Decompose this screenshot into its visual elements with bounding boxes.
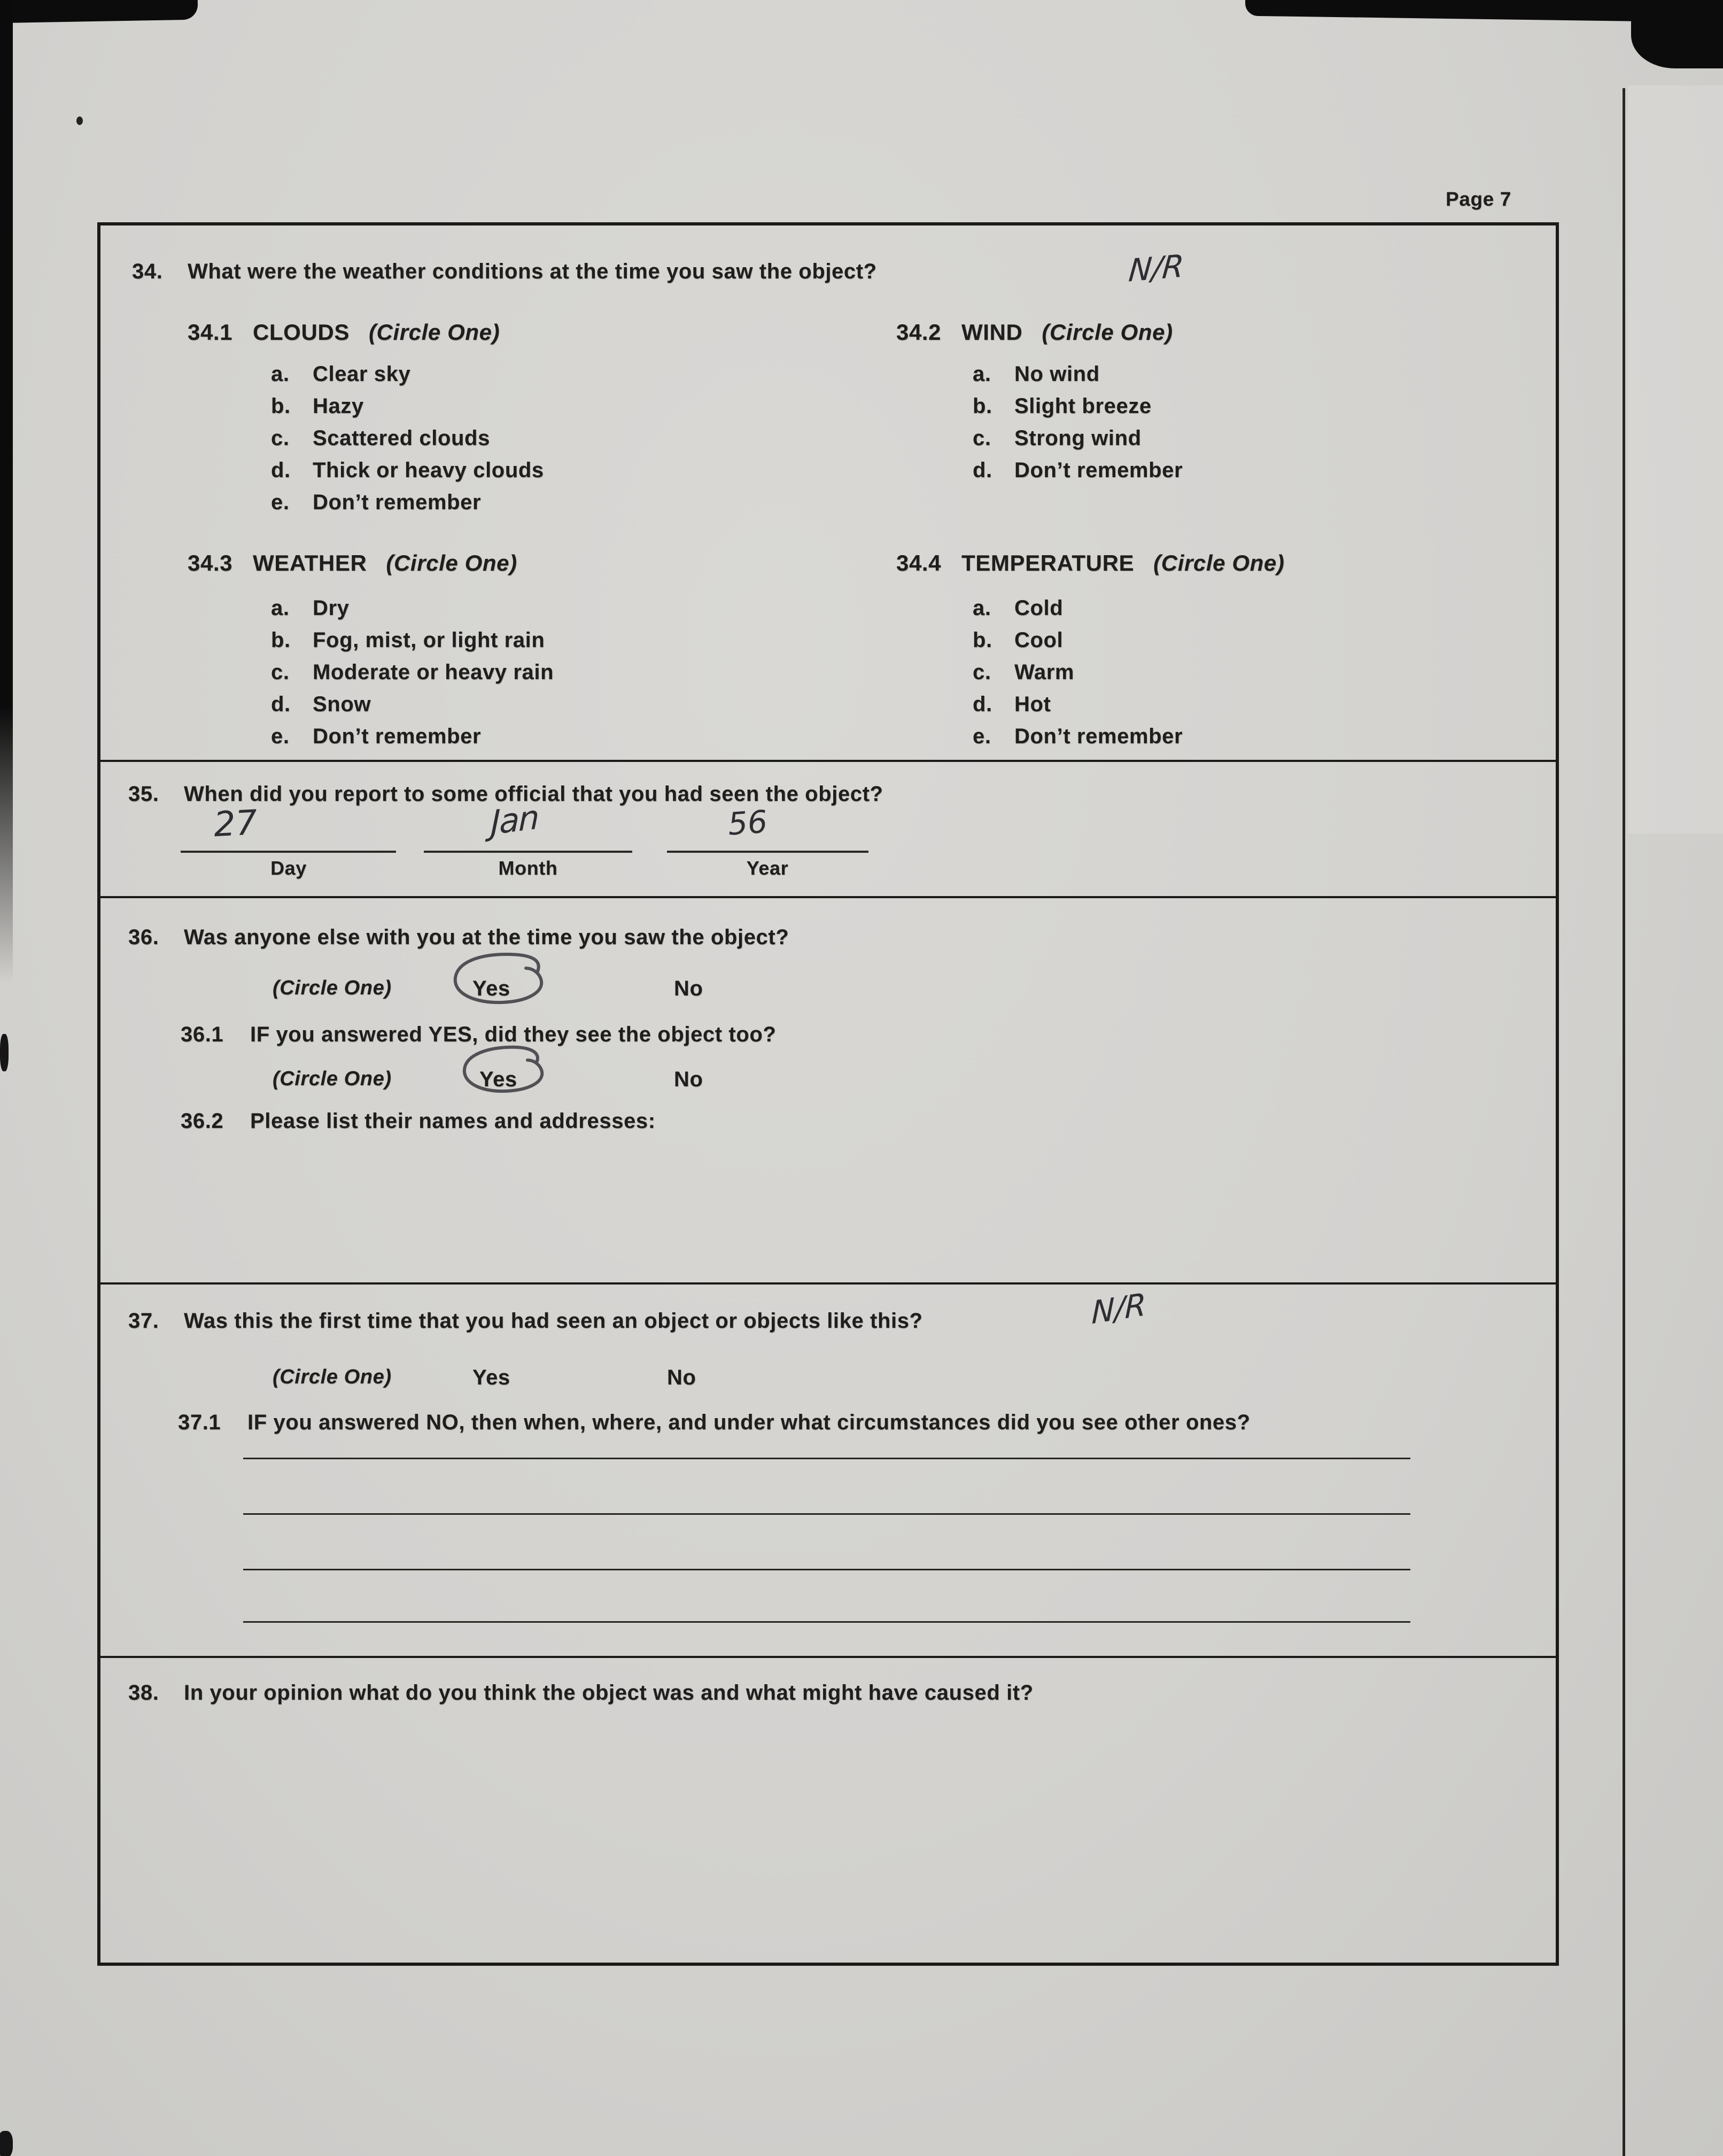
question-37-no: No bbox=[667, 1366, 696, 1389]
option-text: Don’t remember bbox=[1014, 458, 1183, 482]
option-wind-c bbox=[973, 426, 1142, 450]
scan-artifact-vertical-line bbox=[1623, 88, 1625, 2156]
option-text: Strong wind bbox=[1014, 426, 1142, 450]
section-divider bbox=[97, 1282, 1559, 1285]
handwritten-annotation-nr-34: N/R bbox=[1127, 247, 1186, 289]
option-temp-a bbox=[973, 596, 1063, 620]
answer-blank-line bbox=[243, 1513, 1410, 1515]
option-text: Cold bbox=[1014, 596, 1064, 620]
section-34-3-number: 34.3 bbox=[188, 550, 233, 575]
question-36-2-text: Please list their names and addresses: bbox=[250, 1109, 656, 1133]
section-34-3-title: WEATHER bbox=[253, 550, 367, 575]
option-letter: e. bbox=[271, 491, 290, 514]
option-temp-e bbox=[973, 725, 1183, 749]
option-text: Clear sky bbox=[313, 362, 411, 386]
section-34-4-number: 34.4 bbox=[896, 550, 942, 575]
option-letter: b. bbox=[973, 394, 992, 418]
option-temp-d bbox=[973, 692, 1051, 717]
option-clouds-d bbox=[271, 458, 544, 482]
question-36-2 bbox=[181, 1109, 656, 1133]
question-36-1-number: 36.1 bbox=[181, 1023, 224, 1046]
section-34-1-title: CLOUDS bbox=[253, 320, 350, 345]
option-letter: a. bbox=[973, 362, 991, 386]
option-letter: d. bbox=[973, 458, 992, 482]
option-letter: e. bbox=[271, 725, 290, 748]
option-letter: d. bbox=[271, 458, 291, 482]
scan-artifact-top-left bbox=[0, 0, 198, 23]
option-clouds-b bbox=[271, 394, 364, 418]
option-text: Warm bbox=[1014, 660, 1075, 684]
question-37-number: 37. bbox=[128, 1309, 159, 1333]
option-text: Cool bbox=[1014, 628, 1064, 652]
option-text: Thick or heavy clouds bbox=[313, 458, 544, 482]
day-blank-line bbox=[181, 851, 396, 853]
day-label: Day bbox=[270, 857, 307, 879]
section-divider bbox=[97, 760, 1559, 762]
option-text: Don’t remember bbox=[313, 491, 482, 514]
option-text: No wind bbox=[1014, 362, 1100, 386]
option-weather-d bbox=[271, 692, 371, 717]
section-34-4-header bbox=[896, 550, 1284, 576]
question-37-text: Was this the first time that you had seen an object or objects like this? bbox=[184, 1309, 923, 1333]
question-38 bbox=[128, 1681, 1034, 1705]
section-34-2-number: 34.2 bbox=[896, 320, 942, 345]
question-36-number: 36. bbox=[128, 925, 159, 949]
month-blank-line bbox=[424, 851, 632, 853]
option-text: Snow bbox=[313, 692, 371, 716]
option-weather-e bbox=[271, 725, 481, 749]
option-letter: c. bbox=[973, 426, 991, 450]
question-36 bbox=[128, 925, 789, 949]
option-temp-c bbox=[973, 660, 1074, 684]
month-label: Month bbox=[498, 857, 558, 879]
question-34-text: What were the weather conditions at the time you saw the object? bbox=[188, 260, 877, 283]
handwritten-year: 56 bbox=[726, 803, 769, 843]
question-37-circle-one: (Circle One) bbox=[273, 1366, 392, 1388]
year-blank-line bbox=[667, 851, 868, 853]
option-text: Don’t remember bbox=[313, 725, 482, 748]
scan-right-light-strip bbox=[1628, 85, 1723, 834]
option-text: Scattered clouds bbox=[313, 426, 490, 450]
question-38-text: In your opinion what do you think the object was and what might have caused it? bbox=[184, 1681, 1034, 1704]
answer-blank-line bbox=[243, 1621, 1410, 1623]
scan-artifact-left-mark bbox=[0, 1034, 9, 1071]
section-34-4-title: TEMPERATURE bbox=[961, 550, 1135, 575]
option-wind-a bbox=[973, 362, 1100, 386]
scan-artifact-left-strip bbox=[0, 0, 13, 983]
option-letter: b. bbox=[973, 628, 992, 652]
section-34-1-circle-one: (Circle One) bbox=[368, 320, 500, 345]
scan-artifact-bottom-left bbox=[0, 2131, 13, 2156]
option-letter: d. bbox=[973, 692, 992, 716]
option-clouds-e bbox=[271, 491, 481, 515]
hand-drawn-circle-yes-36-1 bbox=[452, 1043, 558, 1102]
year-label: Year bbox=[746, 857, 789, 879]
question-36-1-text: IF you answered YES, did they see the object too? bbox=[250, 1023, 777, 1046]
question-35-number: 35. bbox=[128, 782, 159, 806]
option-text: Hot bbox=[1014, 692, 1051, 716]
option-text: Slight breeze bbox=[1014, 394, 1152, 418]
section-34-3-circle-one: (Circle One) bbox=[386, 550, 517, 575]
option-weather-b bbox=[271, 628, 545, 652]
option-clouds-c bbox=[271, 426, 490, 450]
question-37 bbox=[128, 1309, 923, 1333]
section-34-2-header bbox=[896, 320, 1173, 345]
option-letter: c. bbox=[973, 660, 991, 684]
question-34-number: 34. bbox=[132, 260, 163, 283]
option-letter: e. bbox=[973, 725, 991, 748]
section-34-4-circle-one: (Circle One) bbox=[1153, 550, 1285, 575]
question-36-1-circle-one: (Circle One) bbox=[273, 1068, 392, 1090]
question-36-1-no: No bbox=[674, 1068, 703, 1091]
question-37-1 bbox=[178, 1411, 1251, 1435]
option-text: Moderate or heavy rain bbox=[313, 660, 554, 684]
option-weather-c bbox=[271, 660, 554, 684]
question-34 bbox=[132, 260, 877, 284]
option-letter: c. bbox=[271, 426, 290, 450]
option-temp-b bbox=[973, 628, 1063, 652]
option-letter: b. bbox=[271, 394, 291, 418]
question-38-number: 38. bbox=[128, 1681, 159, 1704]
option-clouds-a bbox=[271, 362, 410, 386]
option-text: Don’t remember bbox=[1014, 725, 1183, 748]
question-36-circle-one: (Circle One) bbox=[273, 977, 392, 999]
option-letter: c. bbox=[271, 660, 290, 684]
section-34-2-circle-one: (Circle One) bbox=[1042, 320, 1173, 345]
option-letter: a. bbox=[973, 596, 991, 620]
handwritten-day: 27 bbox=[213, 803, 259, 845]
question-37-1-text: IF you answered NO, then when, where, and under what circumstances did you see other ones? bbox=[247, 1411, 1251, 1434]
answer-blank-line bbox=[243, 1569, 1410, 1570]
option-text: Fog, mist, or light rain bbox=[313, 628, 545, 652]
scan-artifact-top-right-corner bbox=[1631, 0, 1723, 68]
scan-artifact-speck bbox=[76, 116, 83, 125]
section-34-1-number: 34.1 bbox=[188, 320, 233, 345]
question-35-text: When did you report to some official that you had seen the object? bbox=[184, 782, 883, 806]
question-37-yes: Yes bbox=[472, 1366, 510, 1389]
question-36-yes: Yes bbox=[472, 977, 510, 1000]
section-divider bbox=[97, 1656, 1559, 1658]
question-36-no: No bbox=[674, 977, 703, 1000]
question-37-1-number: 37.1 bbox=[178, 1411, 221, 1434]
section-divider bbox=[97, 896, 1559, 898]
handwritten-month: Jan bbox=[490, 797, 539, 843]
hand-drawn-circle-yes-36 bbox=[443, 950, 560, 1014]
section-34-1-header bbox=[188, 320, 500, 345]
question-36-2-number: 36.2 bbox=[181, 1109, 224, 1133]
option-letter: a. bbox=[271, 596, 290, 620]
option-text: Dry bbox=[313, 596, 350, 620]
handwritten-annotation-nr-37: N/R bbox=[1091, 1286, 1147, 1332]
option-letter: d. bbox=[271, 692, 291, 716]
section-34-2-title: WIND bbox=[961, 320, 1023, 345]
section-34-3-header bbox=[188, 550, 517, 576]
option-wind-d bbox=[973, 458, 1183, 482]
question-36-text: Was anyone else with you at the time you saw the object? bbox=[184, 925, 789, 949]
option-letter: b. bbox=[271, 628, 291, 652]
answer-blank-line bbox=[243, 1458, 1410, 1459]
option-text: Hazy bbox=[313, 394, 364, 418]
option-letter: a. bbox=[271, 362, 290, 386]
option-wind-b bbox=[973, 394, 1152, 418]
option-weather-a bbox=[271, 596, 350, 620]
question-36-1-yes: Yes bbox=[479, 1068, 517, 1091]
page-number-label: Page 7 bbox=[1446, 188, 1511, 210]
